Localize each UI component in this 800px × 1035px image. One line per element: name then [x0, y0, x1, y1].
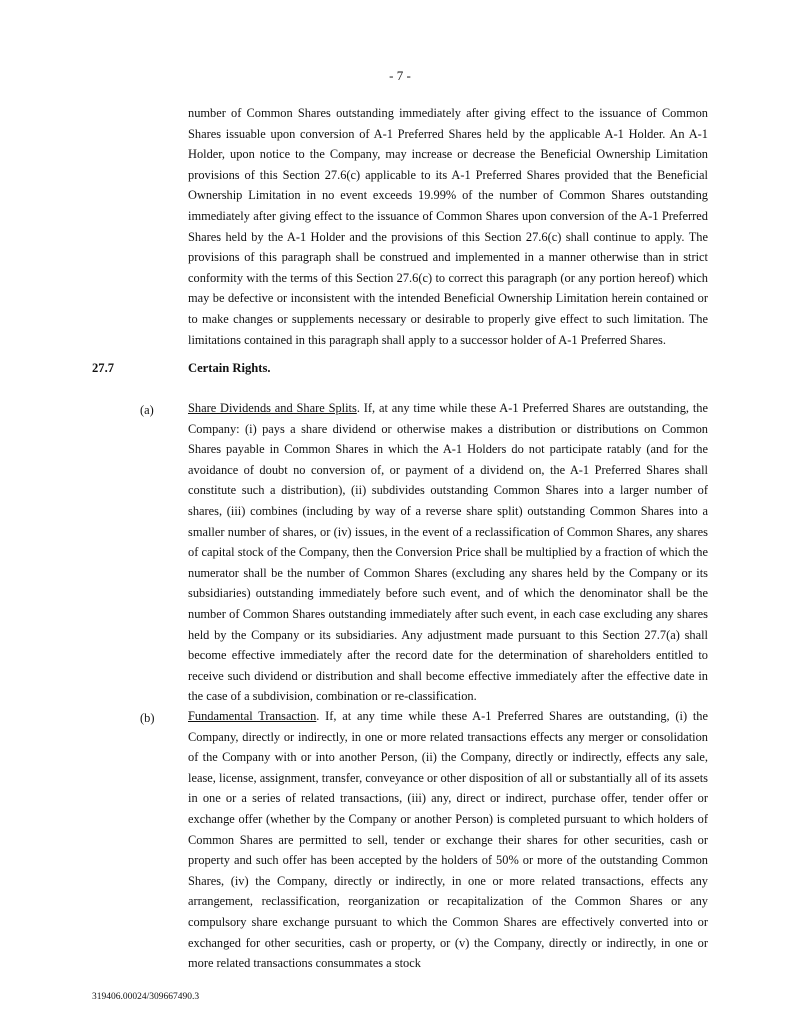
continuation-paragraph: number of Common Shares outstanding immediately after giving effect to the issuance of Common Shares issuable upon conversion of A-1 Preferred Shares held by the applicable A-1 Holder. An A-1 Holder, upon notice to the Company, may increase or decrease the Beneficial Ownership Limitation provisions of this Section 27.6(c) applicable to its A-1 Preferred Shares provided that the Beneficial Ownership Limitation in no event exceeds 19.99% of the number of Common Shares outstanding immediately after giving effect to the issuance of Common Shares upon conversion of the A-1 Preferred Shares held by the A-1 Holder and the provisions of this Section 27.6(c) shall continue to apply. The provisions of this paragraph shall be construed and implemented in a manner otherwise than in strict conformity with the terms of this Section 27.6(c) to correct this paragraph (or any portion hereof) which may be defective or inconsistent with the intended Beneficial Ownership Limitation herein contained or to make changes or supplements necessary or desirable to properly give effect to such limitation. The limitations contained in this paragraph shall apply to a successor holder of A-1 Preferred Shares.	[188, 106, 708, 347]
section-number: 27.7	[92, 361, 115, 375]
page-number: - 7 -	[389, 68, 411, 83]
item-heading-b: Fundamental Transaction	[188, 709, 317, 723]
item-label-b: (b)	[140, 711, 155, 725]
item-label-a: (a)	[140, 403, 154, 417]
item-body-a: . If, at any time while these A-1 Preferred Shares are outstanding, the Company: (i) pays a share dividend or otherwise makes a distribution or distributions on Common Shares payable in Common Shares in which the A-1 Holders do not participate ratably (and for the avoidance of doubt no conversion of, or payment of a dividend on, the A-1 Preferred Shares shall constitute such a distribution), (ii) subdivides outstanding Common Shares into a larger number of shares, (iii) combines (including by way of a reverse share split) outstanding Common Shares into a smaller number of shares, or (iv) issues, in the event of a reclassification of Common Shares, any shares of capital stock of the Company, then the Conversion Price shall be multiplied by a fraction of which the numerator shall be the number of Common Shares (excluding any shares held by the Company or its subsidiaries) outstanding immediately before such event, and of which the denominator shall be the number of Common Shares outstanding immediately after such event, in each case excluding any shares held by the Company or its subsidiaries. Any adjustment made pursuant to this Section 27.7(a) shall become effective immediately after the record date for the determination of shareholders entitled to receive such dividend or distribution and shall become effective immediately after the effective date in the case of a subdivision, combination or re-classification.	[188, 401, 708, 704]
section-heading	[92, 361, 271, 376]
section-title: Certain Rights.	[188, 361, 271, 375]
item-body-b: . If, at any time while these A-1 Preferred Shares are outstanding, (i) the Company, directly or indirectly, in one or more related transactions effects any merger or consolidation of the Company with or into another Person, (ii) the Company, directly or indirectly, effects any sale, lease, license, assignment, transfer, conveyance or other disposition of all or substantially all of its assets in one or a series of related transactions, (iii) any, direct or indirect, purchase offer, tender offer or exchange offer (whether by the Company or another Person) is completed pursuant to which holders of Common Shares are permitted to sell, tender or exchange their shares for other securities, cash or property and such offer has been accepted by the holders of 50% or more of the outstanding Common Shares, (iv) the Company, directly or indirectly, in one or more related transactions, effects any arrangement, reclassification, reorganization or recapitalization of the Common Shares or any compulsory share exchange pursuant to which the Common Shares are effectively converted into or exchanged for other securities, cash or property, or (v) the Company, directly or indirectly, in one or more related transactions consummates a stock	[188, 709, 708, 971]
document-id-footer: 319406.00024/309667490.3	[92, 992, 200, 1002]
item-paragraph-b	[188, 706, 708, 974]
item-paragraph-a	[188, 398, 708, 707]
item-heading-a: Share Dividends and Share Splits	[188, 401, 357, 415]
